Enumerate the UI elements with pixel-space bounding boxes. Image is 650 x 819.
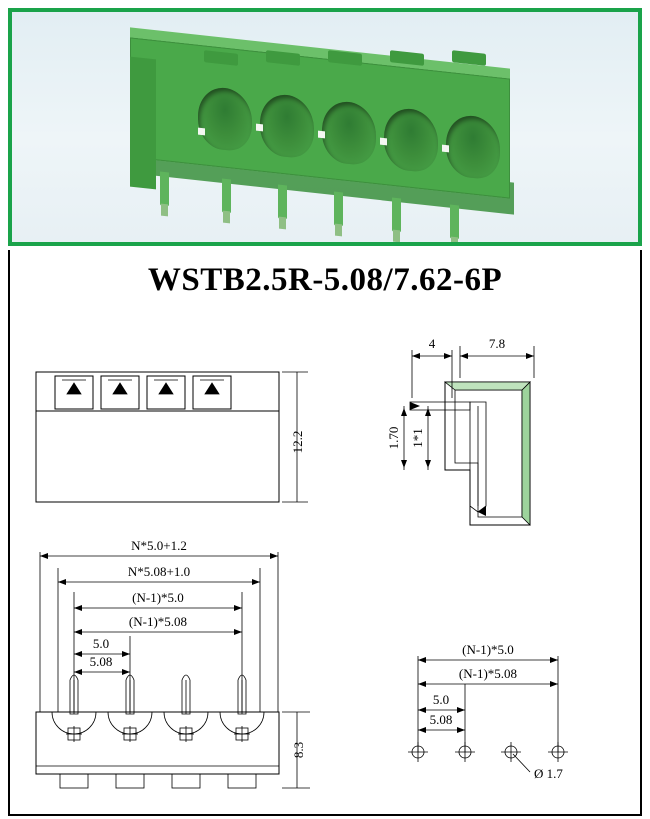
dim-hole-pitch-a: 5.0 bbox=[432, 692, 450, 707]
product-photo-panel bbox=[8, 8, 642, 246]
dim-overall-b: N*5.08+1.0 bbox=[127, 564, 191, 579]
dim-hole-pitch-b: 5.08 bbox=[429, 712, 453, 727]
dim-body-depth: 7.8 bbox=[488, 336, 506, 351]
page-border-right bbox=[640, 250, 642, 816]
mounting-leg bbox=[450, 205, 459, 240]
contact-pin bbox=[318, 131, 325, 139]
mounting-leg bbox=[160, 172, 169, 207]
page-border-bottom bbox=[8, 814, 642, 816]
pcb-hole-pattern bbox=[408, 642, 568, 781]
side-section-view bbox=[386, 336, 534, 525]
dim-span-b: (N-1)*5.08 bbox=[128, 614, 188, 629]
front-view bbox=[36, 372, 308, 502]
dim-top-height: 8.3 bbox=[291, 741, 306, 759]
dim-hole-span-a: (N-1)*5.0 bbox=[462, 642, 514, 657]
dim-hole-span-b: (N-1)*5.08 bbox=[458, 666, 518, 681]
contact-pin bbox=[442, 145, 449, 153]
contact-pin bbox=[380, 138, 387, 146]
mounting-leg bbox=[334, 192, 343, 227]
mounting-leg bbox=[278, 185, 287, 220]
dim-height-left: 1.70 bbox=[386, 426, 401, 450]
dim-pitch-a: 5.0 bbox=[92, 636, 110, 651]
technical-drawings bbox=[0, 320, 650, 819]
mounting-leg bbox=[392, 198, 401, 233]
page-title: WSTB2.5R-5.08/7.62-6P bbox=[147, 262, 503, 298]
dim-front-height: 12.2 bbox=[290, 430, 305, 454]
contact-pin bbox=[256, 124, 263, 132]
dim-pin-section: 1*1 bbox=[410, 428, 425, 448]
dim-overall-a: N*5.0+1.2 bbox=[131, 538, 187, 553]
mounting-leg bbox=[222, 179, 231, 214]
dim-hole-diameter: Ø 1.7 bbox=[534, 766, 563, 781]
page-border-left bbox=[8, 250, 10, 816]
dim-pitch-b: 5.08 bbox=[89, 654, 113, 669]
contact-pin bbox=[198, 128, 205, 136]
dim-pin-length: 4 bbox=[428, 336, 436, 351]
dim-span-a: (N-1)*5.0 bbox=[132, 590, 184, 605]
connector-left-face bbox=[130, 57, 156, 190]
top-view-with-pins bbox=[36, 538, 310, 788]
connector-photo bbox=[12, 12, 638, 242]
